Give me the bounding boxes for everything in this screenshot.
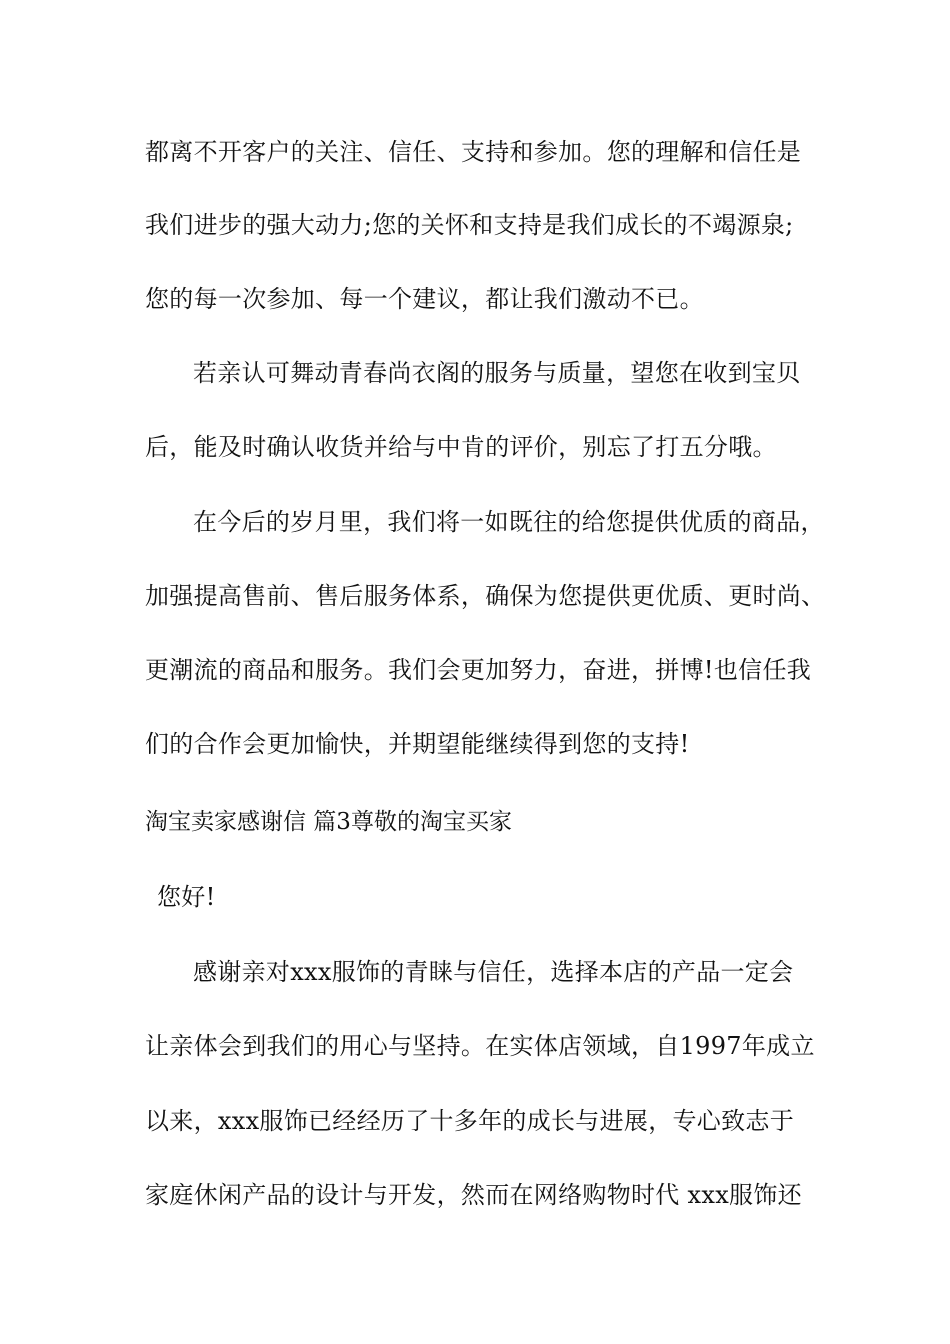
paragraph-line: 后，能及时确认收货并给与中肯的评价，别忘了打五分哦。 bbox=[145, 433, 777, 461]
paragraph-line: 以来，xxx服饰已经经历了十多年的成长与进展，专心致志于 bbox=[145, 1107, 795, 1135]
paragraph-line: 更潮流的商品和服务。我们会更加努力，奋进，拼博!也信任我 bbox=[145, 656, 812, 684]
paragraph-line: 让亲体会到我们的用心与坚持。在实体店领域，自1997年成立 bbox=[145, 1032, 815, 1060]
paragraph-line: 感谢亲对xxx服饰的青睐与信任，选择本店的产品一定会 bbox=[193, 958, 794, 986]
paragraph-line: 家庭休闲产品的设计与开发，然而在网络购物时代 xxx服饰还 bbox=[145, 1181, 802, 1209]
paragraph-line: 都离不开客户的关注、信任、支持和参加。您的理解和信任是 bbox=[145, 138, 802, 166]
paragraph-line: 们的合作会更加愉快，并期望能继续得到您的支持! bbox=[145, 730, 690, 758]
paragraph-line: 我们进步的强大动力;您的关怀和支持是我们成长的不竭源泉; bbox=[145, 211, 794, 239]
greeting-line: 您好! bbox=[157, 883, 216, 911]
paragraph-line: 若亲认可舞动青春尚衣阁的服务与质量，望您在收到宝贝 bbox=[193, 359, 801, 387]
paragraph-line: 加强提高售前、售后服务体系，确保为您提供更优质、更时尚、 bbox=[145, 582, 826, 610]
paragraph-line: 在今后的岁月里，我们将一如既往的给您提供优质的商品， bbox=[193, 508, 825, 536]
paragraph-line: 您的每一次参加、每一个建议，都让我们激动不已。 bbox=[145, 285, 704, 313]
section-heading: 淘宝卖家感谢信 篇3尊敬的淘宝买家 bbox=[145, 809, 512, 835]
